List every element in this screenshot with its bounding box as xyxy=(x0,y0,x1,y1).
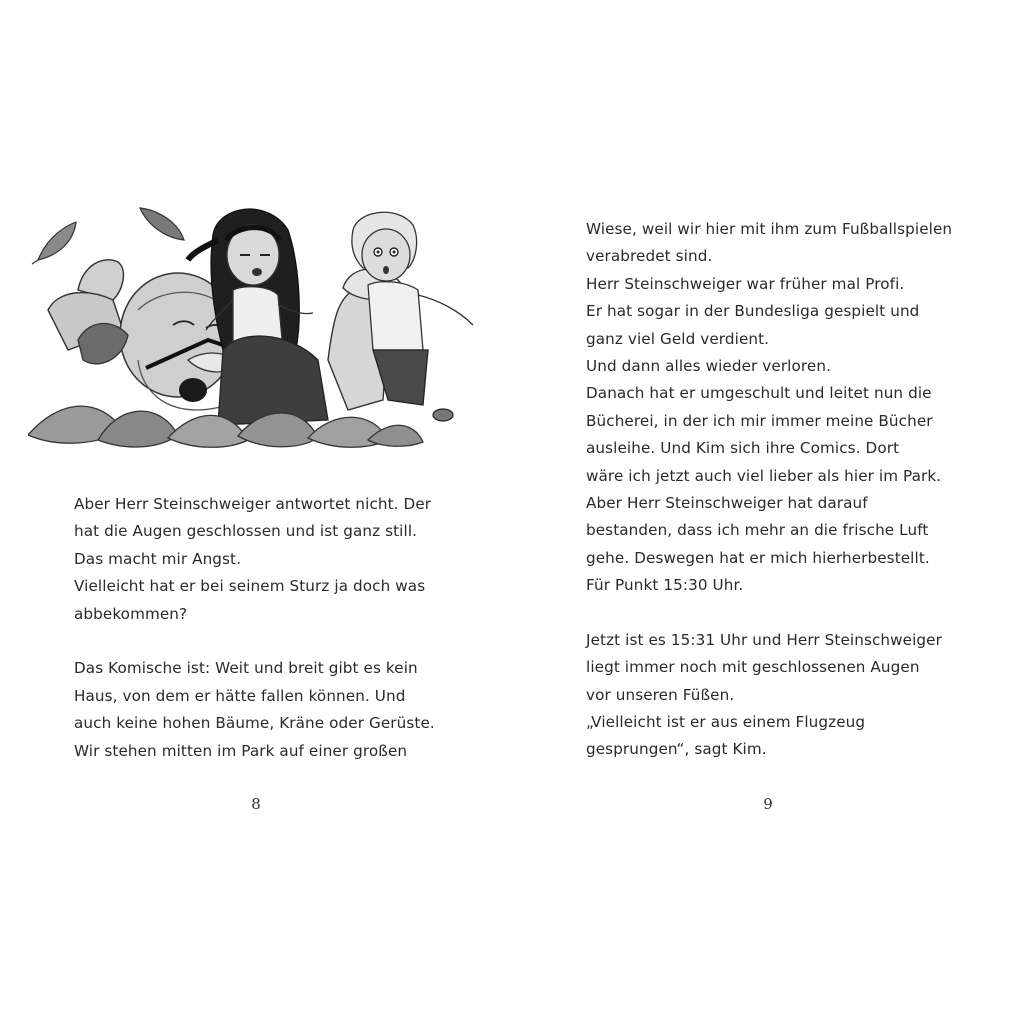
text-line: auch keine hohen Bäume, Kräne oder Gerüste. xyxy=(74,714,435,733)
text-line: Bücherei, in der ich mir immer meine Bücher xyxy=(586,411,933,430)
text-line: Herr Steinschweiger war früher mal Profi. xyxy=(586,274,905,293)
text-line: „Vielleicht ist er aus einem Flugzeug xyxy=(586,713,866,732)
paragraph-gap xyxy=(74,628,435,655)
text-line: Wir stehen mitten im Park auf einer großen xyxy=(74,741,408,760)
text-line: abbekommen? xyxy=(74,604,188,623)
text-line: Jetzt ist es 15:31 Uhr und Herr Steinschweiger xyxy=(586,630,942,649)
text-line: Er hat sogar in der Bundesliga gespielt und xyxy=(586,302,920,321)
text-line: Wiese, weil wir hier mit ihm zum Fußballspielen xyxy=(586,220,953,238)
text-line: wäre ich jetzt auch viel lieber als hier im Park. xyxy=(586,466,942,485)
text-line: ausleihe. Und Kim sich ihre Comics. Dort xyxy=(586,439,900,458)
text-line: Haus, von dem er hätte fallen können. Und xyxy=(74,686,406,705)
text-line: bestanden, dass ich mehr an die frische Luft xyxy=(586,521,929,540)
illustration-drawing xyxy=(28,200,498,450)
text-line: Für Punkt 15:30 Uhr. xyxy=(586,576,744,595)
text-line: Aber Herr Steinschweiger hat darauf xyxy=(586,493,868,512)
text-line: gesprungen“, sagt Kim. xyxy=(586,740,767,759)
left-page-text xyxy=(74,491,435,765)
page-number: 8 xyxy=(251,795,261,813)
text-line: ganz viel Geld verdient. xyxy=(586,329,770,348)
text-line: Aber Herr Steinschweiger antwortet nicht. Der xyxy=(74,495,432,513)
text-line: Und dann alles wieder verloren. xyxy=(586,356,832,375)
paragraph-gap xyxy=(586,599,952,626)
text-line: verabredet sind. xyxy=(586,247,713,266)
text-line: gehe. Deswegen hat er mich hierherbestellt. xyxy=(586,548,930,567)
page-number: 9 xyxy=(763,795,773,813)
illustration-old-man-and-children xyxy=(28,200,498,450)
right-page-text xyxy=(586,216,952,764)
text-line: Das macht mir Angst. xyxy=(74,549,242,568)
text-line: vor unseren Füßen. xyxy=(586,685,735,704)
right-page xyxy=(512,0,1024,1024)
text-line: Danach hat er umgeschult und leitet nun die xyxy=(586,384,932,403)
text-line: Das Komische ist: Weit und breit gibt es kein xyxy=(74,659,418,678)
text-line: hat die Augen geschlossen und ist ganz still. xyxy=(74,522,418,541)
text-line: liegt immer noch mit geschlossenen Augen xyxy=(586,658,920,677)
text-line: Vielleicht hat er bei seinem Sturz ja doch was xyxy=(74,577,426,596)
